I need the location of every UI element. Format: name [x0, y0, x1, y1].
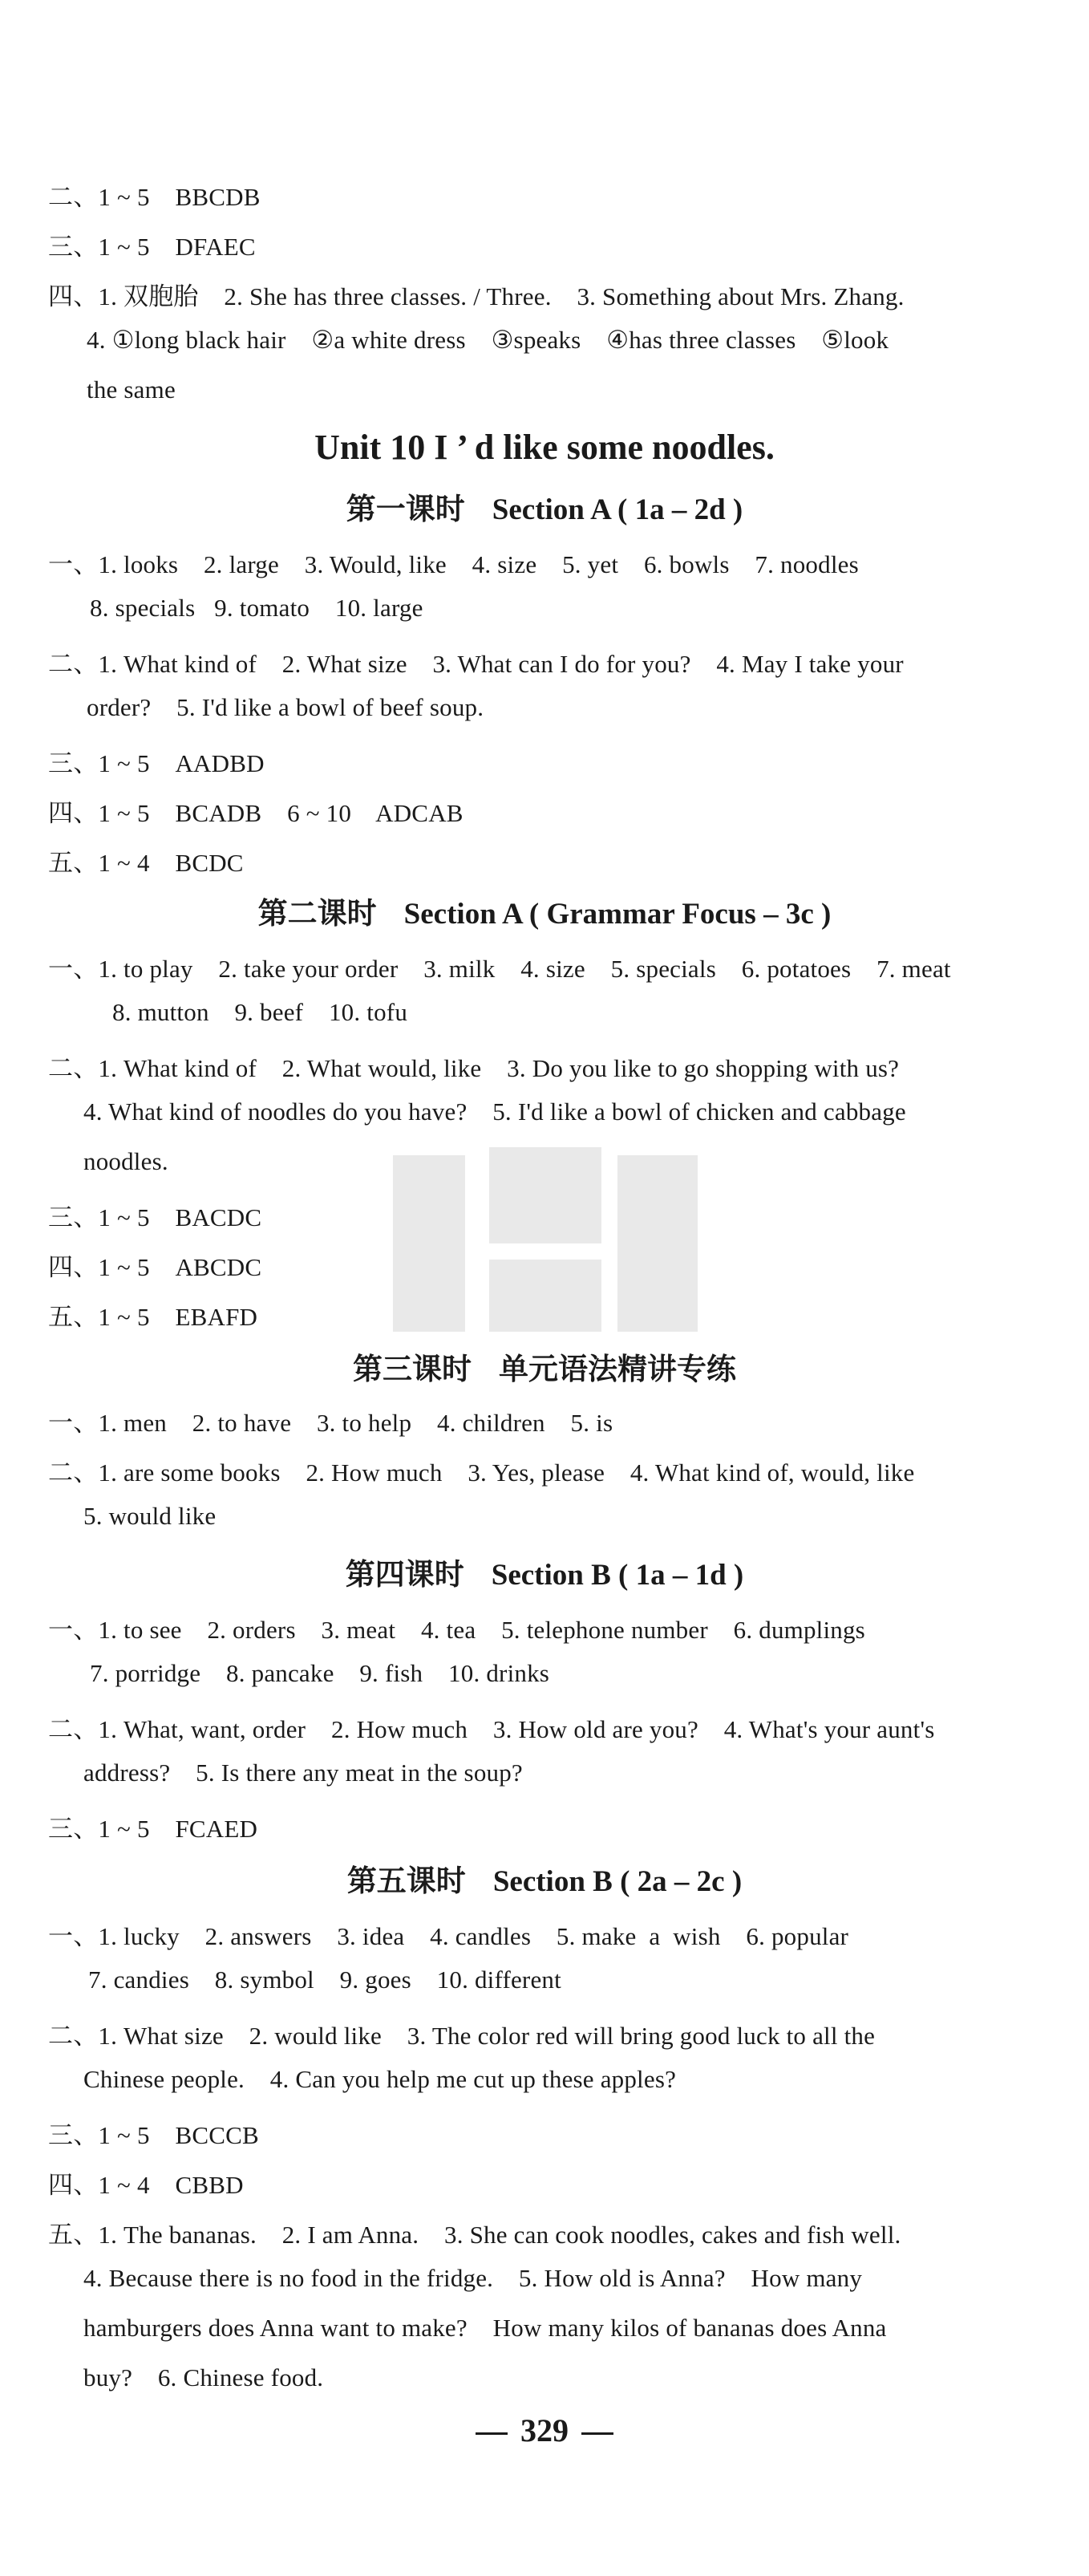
section-heading-cn: 第一课时 — [346, 493, 465, 526]
answer-line: 四、1 ~ 5 BCADB 6 ~ 10 ADCAB — [48, 799, 464, 827]
answer-line: address? 5. Is there any meat in the soup? — [83, 1759, 523, 1787]
answer-line: the same — [87, 375, 176, 404]
section-heading — [0, 1345, 1089, 1388]
answer-line: 一、1. to see 2. orders 3. meat 4. tea 5. telephone number 6. dumplings — [48, 1616, 865, 1644]
answer-line: 一、1. lucky 2. answers 3. idea 4. candles 5. make a wish 6. popular — [48, 1922, 849, 1950]
answer-line: 8. mutton 9. beef 10. tofu — [112, 998, 408, 1026]
watermark-logo — [377, 1139, 714, 1348]
page-number-dash — [581, 2432, 613, 2435]
answer-line: 一、1. looks 2. large 3. Would, like 4. size 5. yet 6. bowls 7. noodles — [48, 550, 859, 578]
answer-line: 三、1 ~ 5 DFAEC — [48, 233, 256, 261]
section-heading — [0, 1856, 1089, 1900]
answer-line: 四、1. 双胞胎 2. She has three classes. / Three. 3. Something about Mrs. Zhang. — [48, 282, 905, 310]
answer-line: 7. candies 8. symbol 9. goes 10. different — [88, 1965, 561, 1994]
page-number-value: 329 — [520, 2412, 569, 2448]
section-heading-cn: 第二课时 — [257, 898, 377, 931]
answer-line: 四、1 ~ 4 CBBD — [48, 2171, 244, 2199]
answer-line: 4. What kind of noodles do you have? 5. I'd like a bowl of chicken and cabbage — [83, 1097, 906, 1126]
section-heading — [0, 1550, 1089, 1593]
answer-line: 三、1 ~ 5 AADBD — [48, 749, 265, 777]
answer-line: 三、1 ~ 5 BCCCB — [48, 2121, 259, 2149]
answer-line: 二、1. What kind of 2. What would, like 3. Do you like to go shopping with us? — [48, 1054, 900, 1082]
section-heading-cn: 第四课时 — [345, 1559, 464, 1592]
answer-line: 五、1 ~ 4 BCDC — [48, 849, 244, 877]
answer-line: 五、1. The bananas. 2. I am Anna. 3. She can cook noodles, cakes and fish well. — [48, 2221, 901, 2249]
section-heading — [0, 485, 1089, 528]
answer-line: 四、1 ~ 5 ABCDC — [48, 1253, 262, 1281]
answer-line: noodles. — [83, 1147, 168, 1175]
answer-line: 8. specials 9. tomato 10. large — [90, 594, 423, 622]
section-heading-en: Section A ( Grammar Focus – 3c ) — [403, 898, 832, 931]
answer-line: 二、1. are some books 2. How much 3. Yes, please 4. What kind of, would, like — [48, 1458, 915, 1487]
section-heading-en: Section B ( 1a – 1d ) — [491, 1559, 744, 1592]
section-heading-en: 单元语法精讲专练 — [499, 1353, 736, 1386]
section-heading-cn: 第三课时 — [353, 1353, 472, 1386]
answer-line: 二、1. What, want, order 2. How much 3. How old are you? 4. What's your aunt's — [48, 1715, 935, 1743]
answer-line: hamburgers does Anna want to make? How many kilos of bananas does Anna — [83, 2314, 887, 2342]
answer-line: 二、1. What size 2. would like 3. The color red will bring good luck to all the — [48, 2022, 876, 2050]
answer-line: 4. Because there is no food in the fridge. 5. How old is Anna? How many — [83, 2264, 863, 2292]
answer-line: 三、1 ~ 5 FCAED — [48, 1815, 258, 1843]
answer-line: buy? 6. Chinese food. — [83, 2363, 324, 2391]
answer-line: 一、1. to play 2. take your order 3. milk 4. size 5. specials 6. potatoes 7. meat — [48, 955, 951, 983]
answer-line: 5. would like — [83, 1502, 217, 1530]
answer-line: 一、1. men 2. to have 3. to help 4. children 5. is — [48, 1409, 613, 1437]
answer-line: 五、1 ~ 5 EBAFD — [48, 1303, 258, 1331]
section-heading — [0, 889, 1089, 932]
section-heading-en: Section B ( 2a – 2c ) — [492, 1865, 743, 1898]
answer-line: Chinese people. 4. Can you help me cut up these apples? — [83, 2065, 677, 2093]
answer-line: 三、1 ~ 5 BACDC — [48, 1203, 262, 1231]
answer-line: 二、1. What kind of 2. What size 3. What can I do for you? 4. May I take your — [48, 650, 904, 678]
answer-line: 4. ①long black hair ②a white dress ③speaks ④has three classes ⑤look — [87, 326, 889, 354]
page-number-dash — [476, 2432, 508, 2435]
answer-line: 二、1 ~ 5 BBCDB — [48, 183, 261, 211]
page-number — [0, 2412, 1089, 2449]
unit-title: Unit 10 I ’ d like some noodles. — [314, 428, 775, 467]
answer-line: order? 5. I'd like a bowl of beef soup. — [87, 693, 484, 721]
section-heading-en: Section A ( 1a – 2d ) — [492, 493, 743, 526]
answer-line: 7. porridge 8. pancake 9. fish 10. drinks — [90, 1659, 550, 1687]
section-heading-cn: 第五课时 — [346, 1865, 466, 1898]
